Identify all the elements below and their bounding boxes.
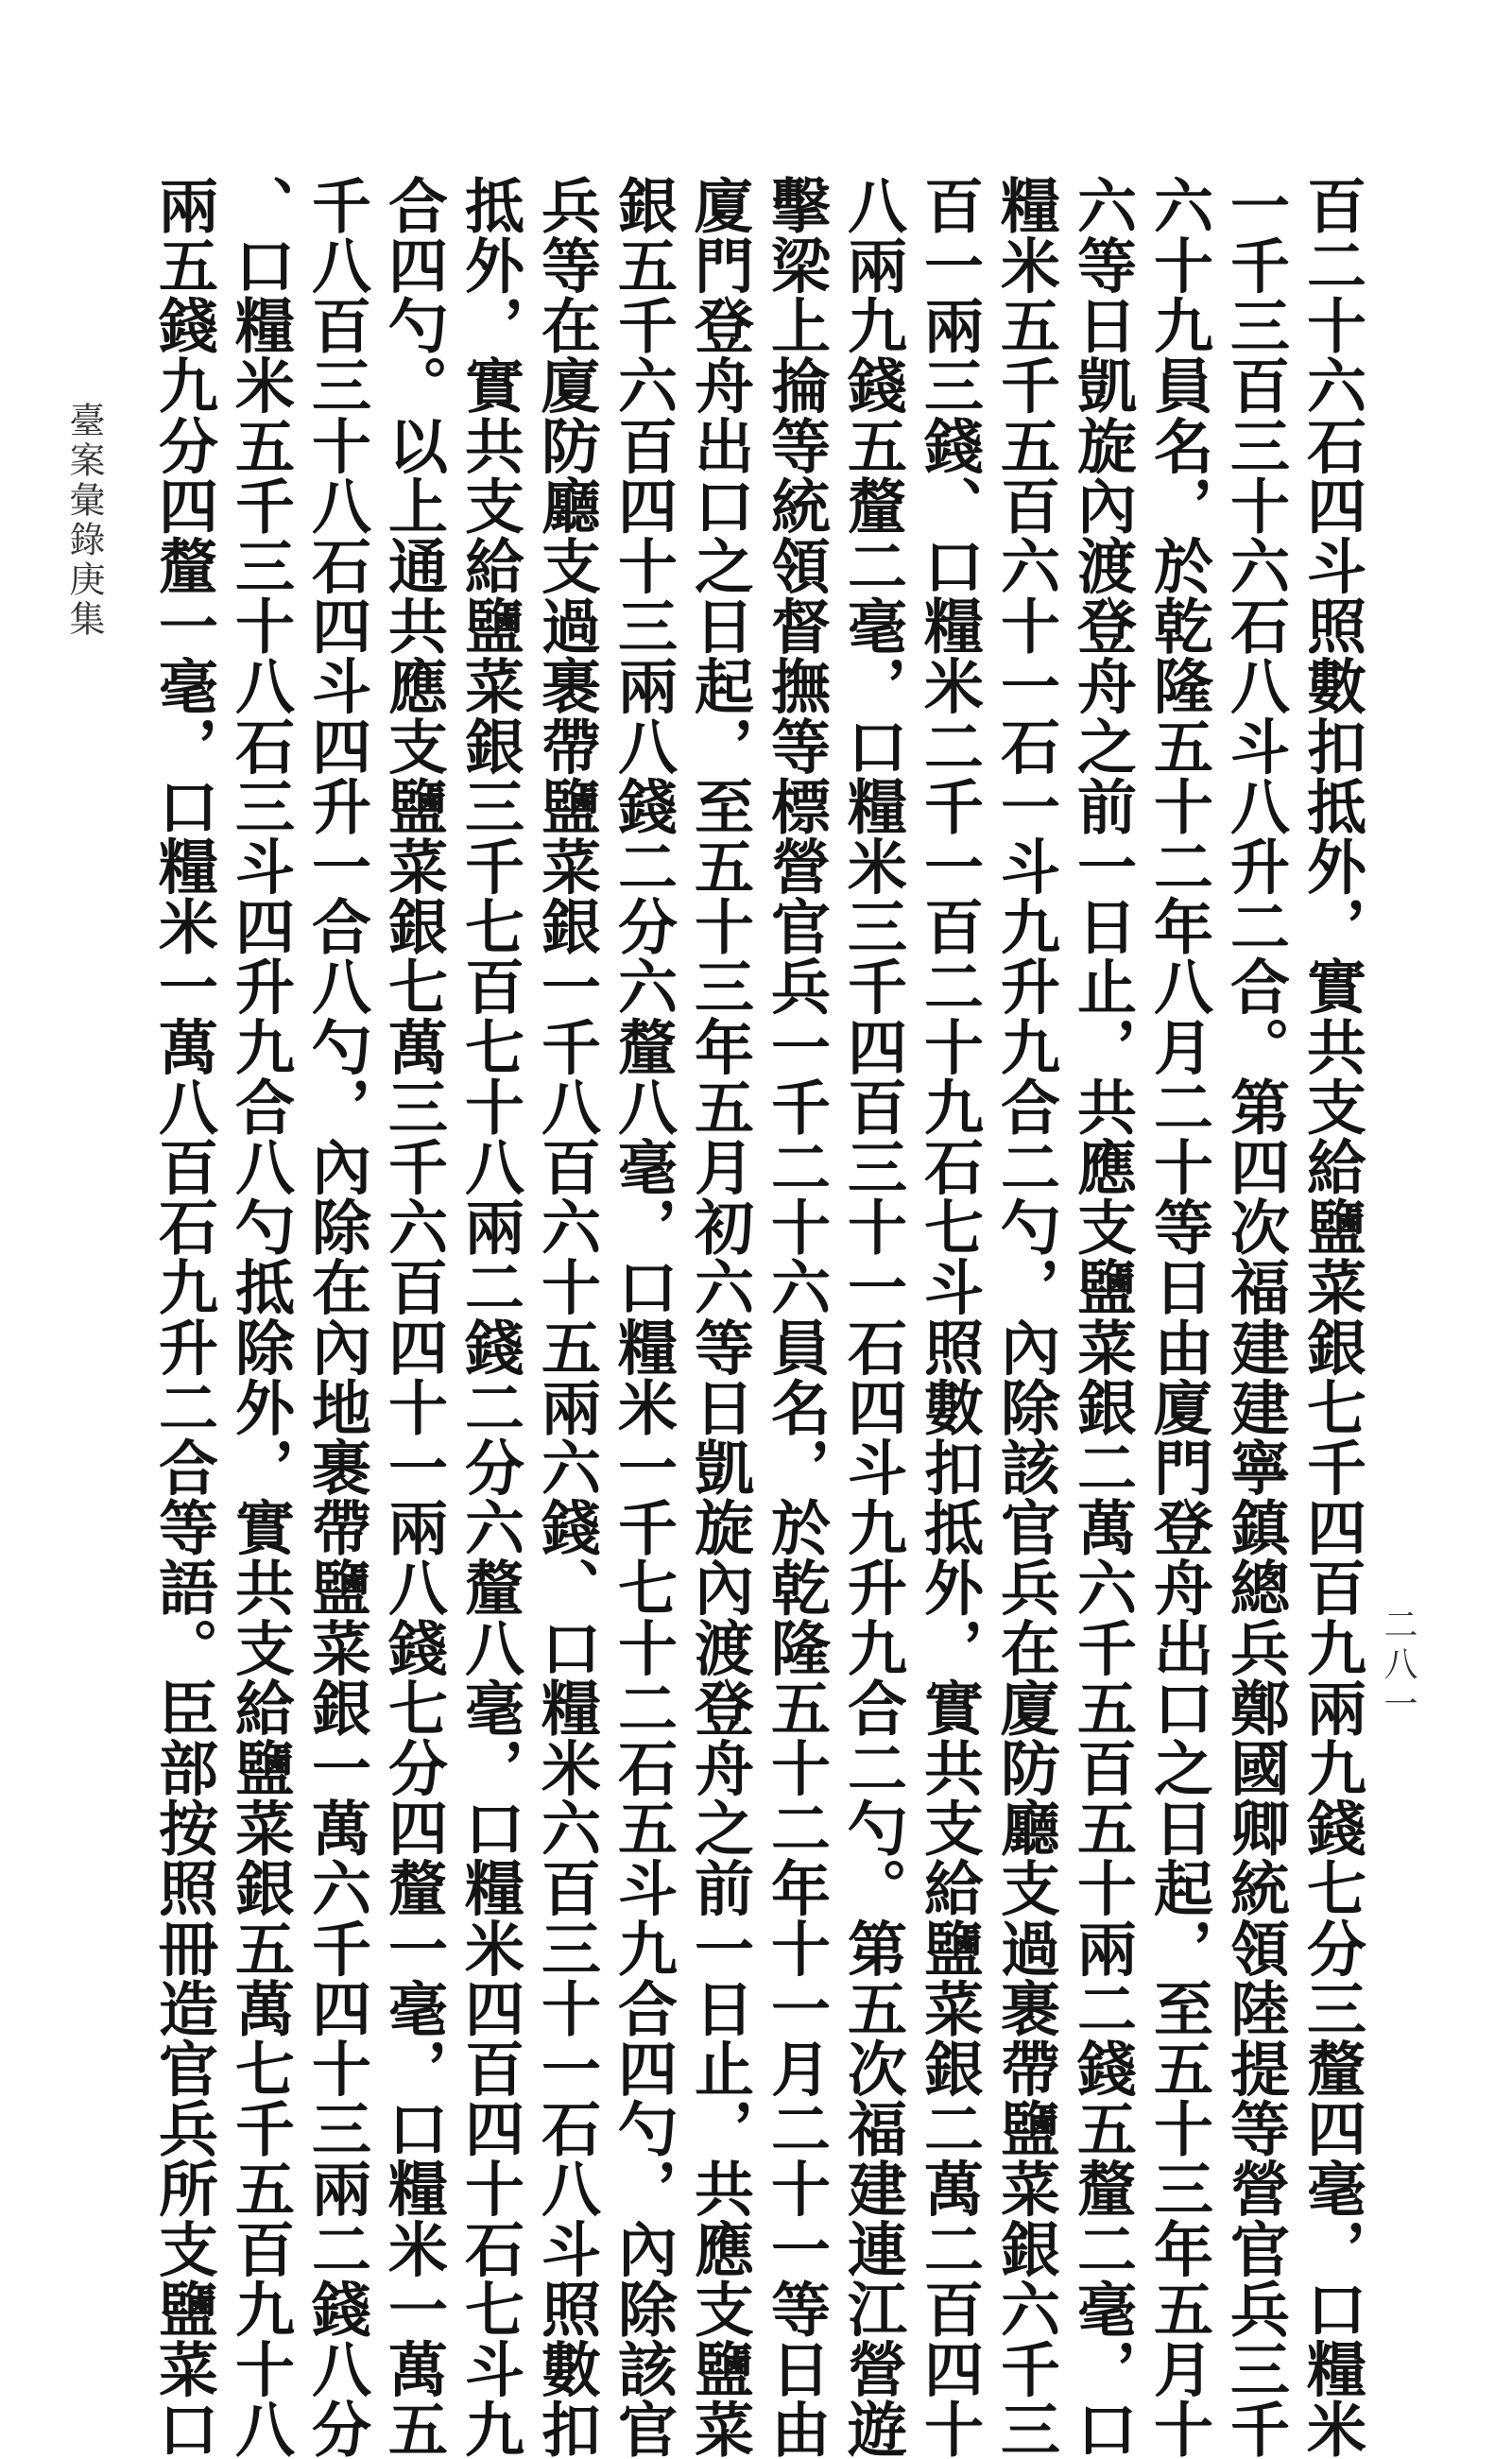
text-column: 八兩九錢五釐二毫，口糧米三千四百三十一石四斗九升九合二勺。第五次福建連江營遊 [838, 175, 908, 2459]
text-column: 六十九員名，於乾隆五十二年八月二十等日由廈門登舟出口之日起，至五十三年五月十 [1144, 175, 1214, 2459]
running-head: 臺案彙錄庚集 [63, 402, 105, 640]
text-column: 千八百三十八石四斗四升一合八勺，內除在內地裹帶鹽菜銀一萬六千四十三兩二錢八分 [302, 175, 372, 2459]
text-column: 兵等在廈防廳支過裹帶鹽菜銀一千八百六十五兩六錢、口糧米六百三十一石八斗照數扣 [532, 175, 602, 2459]
text-column: 糧米五千五百六十一石一斗九升九合二勺，內除該官兵在廈防廳支過裹帶鹽菜銀六千三 [991, 175, 1061, 2459]
text-column: 銀五千六百四十三兩八錢二分六釐八毫，口糧米一千七十二石五斗九合四勺，內除該官 [609, 175, 679, 2459]
page-number: 二八一 [1379, 1607, 1418, 1726]
text-column: 一千三百三十六石八斗八升二合。第四次福建建寧鎮總兵鄭國卿統領陸提等營官兵三千 [1221, 175, 1291, 2459]
text-column: 擊梁上掄等統領督撫等標營官兵一千二十六員名，於乾隆五十二年十一月二十一等日由 [762, 175, 832, 2459]
text-column: 六等日凱旋內渡登舟之前一日止，共應支鹽菜銀二萬六千五百五十兩二錢五釐二毫，口 [1068, 175, 1138, 2459]
text-column: 抵外，實共支給鹽菜銀三千七百七十八兩二錢二分六釐八毫，口糧米四百四十石七斗九 [455, 175, 525, 2459]
text-column: 、口糧米五千三十八石三斗四升九合八勺抵除外，實共支給鹽菜銀五萬七千五百九十八 [226, 175, 296, 2459]
text-column: 廈門登舟出口之日起，至五十三年五月初六等日凱旋內渡登舟之前一日止，共應支鹽菜 [685, 175, 755, 2459]
body-text [142, 175, 1370, 2459]
text-column: 百一兩三錢、口糧米二千一百二十九石七斗照數扣抵外，實共支給鹽菜銀二萬二百四十 [915, 175, 985, 2459]
text-column: 兩五錢九分四釐一毫，口糧米一萬八百石九升二合等語。臣部按照冊造官兵所支鹽菜口 [149, 175, 219, 2459]
text-column: 合四勺。以上通共應支鹽菜銀七萬三千六百四十一兩八錢七分四釐一毫，口糧米一萬五 [379, 175, 449, 2459]
text-column: 百二十六石四斗照數扣抵外，實共支給鹽菜銀七千四百九兩九錢七分三釐四毫，口糧米 [1297, 175, 1367, 2459]
